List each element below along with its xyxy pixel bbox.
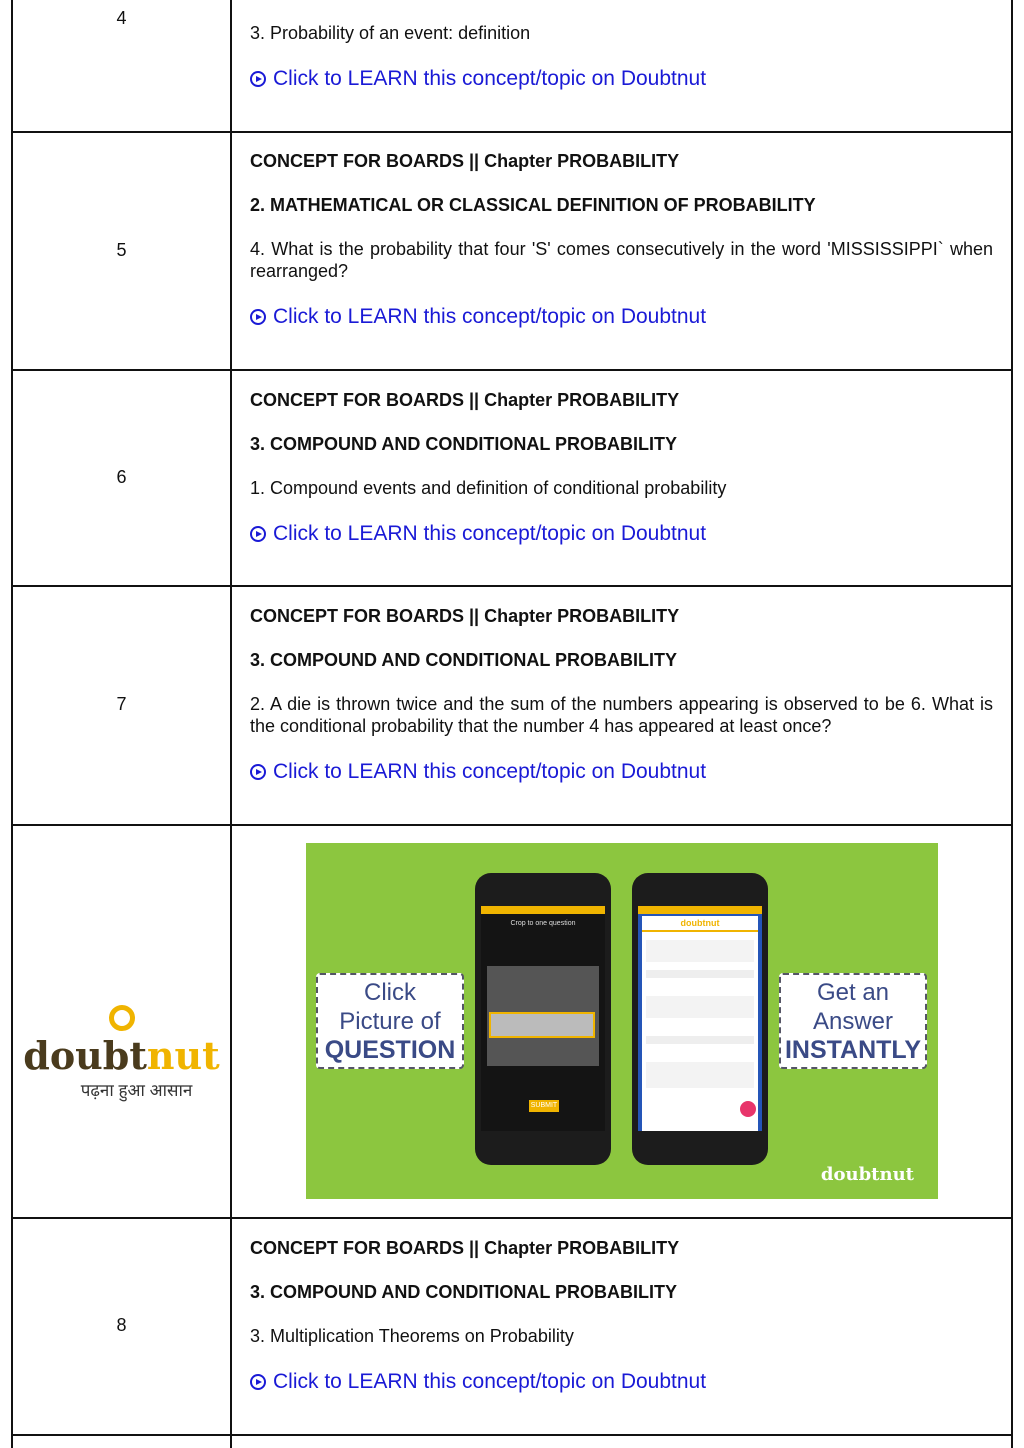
row-number: 5 [116,240,127,260]
concept-section: 3. COMPOUND AND CONDITIONAL PROBABILITY [250,650,678,670]
learn-link[interactable] [250,304,993,330]
learn-link-label: Click to LEARN this concept/topic on Doubtnut [273,522,707,545]
banner-brand: doubtnut [820,1164,914,1185]
phone-caption: Crop to one question [510,920,576,927]
table-row [11,826,1013,1219]
banner-left-box [316,973,464,1069]
learn-link-label: Click to LEARN this concept/topic on Doubtnut [273,1370,707,1393]
learn-link[interactable] [250,521,993,547]
banner-right-line1: Get an [816,979,890,1006]
logo-text-b: nut [146,1033,220,1078]
play-circle-icon [250,764,266,780]
row-number: 6 [116,467,127,487]
banner-left-line1: Click [364,979,416,1006]
concept-line: 4. What is the probability that four 'S' comes consecutively in the word 'MISSISSIPPI` when rearranged? [250,239,993,281]
concept-line: 3. Multiplication Theorems on Probability [250,1326,574,1346]
play-circle-icon [250,1374,266,1390]
row-number: 8 [116,1315,127,1335]
table-row [11,1219,1013,1436]
phone-left [475,873,611,1165]
learn-link[interactable] [250,66,993,92]
phone-right [632,873,768,1165]
play-circle-icon [250,526,266,542]
banner-right-box [779,973,927,1069]
play-circle-icon [250,71,266,87]
concept-heading: CONCEPT FOR BOARDS || Chapter PROBABILITY [250,390,680,410]
learn-link[interactable] [250,759,993,785]
table-row-partial [11,1436,1013,1448]
concept-section: 2. MATHEMATICAL OR CLASSICAL DEFINITION OF PROBABILITY [250,195,816,215]
learn-link-label: Click to LEARN this concept/topic on Doubtnut [273,305,707,328]
phone-submit-button: SUBMIT [529,1100,559,1112]
logo-tagline: पढ़ना हुआ आसान [80,1081,193,1100]
table-row [11,587,1013,826]
logo-icon [109,1005,135,1031]
concept-line: 3. Probability of an event: definition [250,23,531,43]
concept-line: 1. Compound events and definition of conditional probability [250,478,727,498]
table-row [11,133,1013,371]
banner-left-line3: QUESTION [324,1036,456,1064]
doubtnut-logo [13,996,230,1101]
table-row [11,0,1013,133]
banner-right-line2: Answer [812,1008,894,1035]
banner-left-line2: Picture of [339,1008,441,1035]
concept-line: 2. A die is thrown twice and the sum of the numbers appearing is observed to be 6. What is the conditional probability that the number 4 has appeared at least once? [250,694,993,736]
learn-link-label: Click to LEARN this concept/topic on Doubtnut [273,760,707,783]
learn-link[interactable] [250,1369,993,1395]
concept-heading: CONCEPT FOR BOARDS || Chapter PROBABILITY [250,606,680,626]
banner-right-line3: INSTANTLY [784,1036,922,1064]
table-row [11,371,1013,587]
app-banner[interactable] [306,843,938,1199]
concept-heading: CONCEPT FOR BOARDS || Chapter PROBABILITY [250,1238,680,1258]
phone-brand: doubtnut [642,916,758,932]
concept-section: 3. COMPOUND AND CONDITIONAL PROBABILITY [250,434,678,454]
concept-section: 3. COMPOUND AND CONDITIONAL PROBABILITY [250,1282,678,1302]
row-number: 4 [116,8,127,28]
concept-heading: CONCEPT FOR BOARDS || Chapter PROBABILITY [250,151,680,171]
play-circle-icon [250,309,266,325]
row-number: 7 [116,694,127,714]
learn-link-label: Click to LEARN this concept/topic on Doubtnut [273,67,707,90]
logo-text-a: doubt [23,1033,147,1078]
